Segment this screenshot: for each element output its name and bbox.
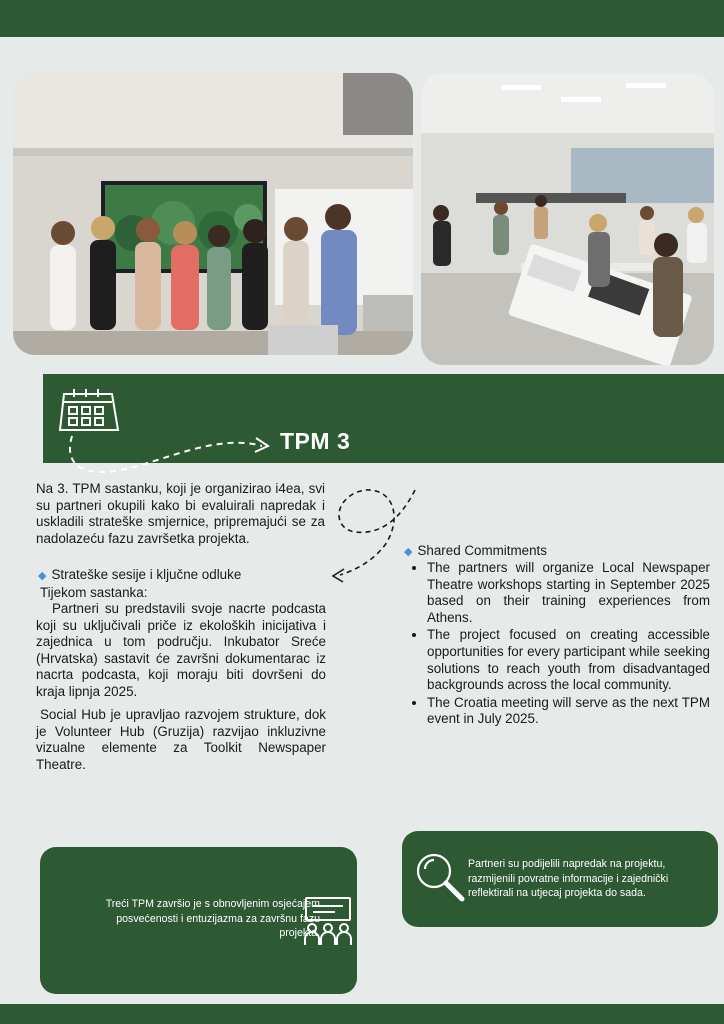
title-band bbox=[43, 374, 724, 463]
list-item: • The project focused on creating accessible opportunities for every participant while seeking solutions to reach youth from disadvantaged backgrounds across the local community. bbox=[427, 627, 710, 693]
commitments-heading-text: Shared Commitments bbox=[417, 543, 547, 558]
feedback-card bbox=[402, 831, 718, 927]
diamond-bullet-icon: ◆ bbox=[404, 546, 413, 558]
conclusion-text: Treći TPM završio je s obnovljenim osjećajem posvećenosti i entuzijazma za završnu fazu projekta. bbox=[105, 898, 320, 939]
sessions-paragraph-2: Social Hub je upravljao razvojem strukture, dok je Volunteer Hub (Gruzija) razvijao inkluzivne vizualne elemente za Toolkit Newspaper Theatre. bbox=[36, 707, 326, 772]
magnifier-icon bbox=[412, 849, 468, 910]
top-bar bbox=[0, 0, 724, 37]
sessions-subheading: Tijekom sastanka: bbox=[40, 585, 148, 600]
sessions-paragraph-1: Partneri su predstavili svoje nacrte podcasta koji su uključivali priče iz ekoloških inicijativa i zajednica u tom području. Inkubator Sreće (Hrvatska) sastavit će završni dokumentarac iz nacrta podcasta, koji moraju biti dovršeni do kraja lipnja 2025. bbox=[36, 601, 326, 699]
commitments-list bbox=[408, 560, 710, 729]
page-title: TPM 3 bbox=[280, 428, 351, 454]
sessions-heading bbox=[38, 567, 241, 585]
bottom-bar bbox=[0, 1004, 724, 1024]
conclusion-card bbox=[40, 847, 357, 994]
sessions-heading-text: Strateške sesije i ključne odluke bbox=[51, 567, 242, 582]
commitments-heading bbox=[404, 543, 547, 561]
list-item: • The partners will organize Local Newspaper Theatre workshops starting in September 2025 based on their training experiences from Athens. bbox=[427, 560, 710, 626]
intro-paragraph: Na 3. TPM sastanku, koji je organizirao i4ea, svi su partneri okupili kako bi evaluirali napredak i uskladili strateške smjernice, pripremajući se za nadolazeću fazu završetka projekta. bbox=[36, 481, 325, 546]
meeting-presentation-icon bbox=[302, 895, 356, 954]
classroom-workshop-photo bbox=[421, 73, 714, 365]
team-group-photo bbox=[13, 73, 413, 355]
diamond-bullet-icon: ◆ bbox=[38, 570, 47, 582]
list-item: • The Croatia meeting will serve as the next TPM event in July 2025. bbox=[427, 695, 710, 728]
calendar-icon bbox=[56, 386, 120, 439]
feedback-text: Partneri su podijelili napredak na projektu, razmijenili povratne informacije i zajednički reflektirali na utjecaj projekta do sada. bbox=[468, 858, 669, 899]
